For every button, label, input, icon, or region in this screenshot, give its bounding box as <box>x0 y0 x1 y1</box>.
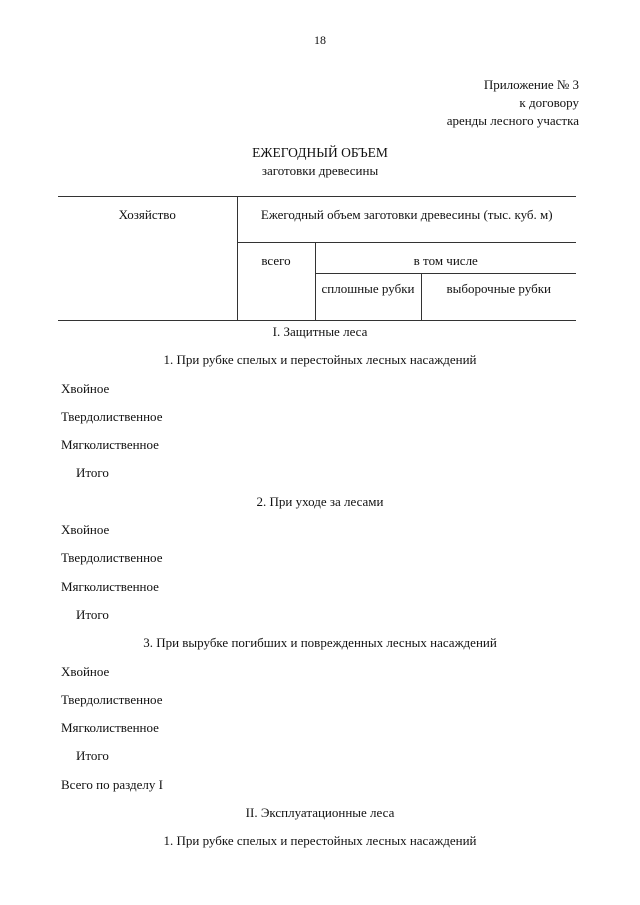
page-number: 18 <box>314 33 326 47</box>
volume-table-header <box>58 196 576 321</box>
section-heading: I. Защитные леса <box>272 324 368 339</box>
appendix-note <box>447 76 579 130</box>
table-row: Хвойное <box>61 522 110 538</box>
section-heading: 2. При уходе за лесами <box>256 493 384 509</box>
appendix-line-3: аренды лесного участка <box>446 113 579 128</box>
header-farm: Хозяйство <box>118 207 176 222</box>
table-row: Твердолиственное <box>61 691 163 707</box>
appendix-line-1: Приложение № 3 <box>483 77 579 92</box>
section-heading: 3. При вырубке погибших и поврежденных лесных насаждений <box>143 635 497 651</box>
subtotal-row: Итого <box>76 465 109 481</box>
table-row: Твердолиственное <box>61 550 163 566</box>
header-clear-cut: сплошные рубки <box>315 274 421 321</box>
header-volume: Ежегодный объем заготовки древесины (тыс. куб. м) <box>237 197 576 243</box>
header-selective-cut: выборочные рубки <box>446 281 551 296</box>
table-row: Всего по разделу I <box>61 776 163 792</box>
table-row: Твердолиственное <box>61 408 163 424</box>
title-main: ЕЖЕГОДНЫЙ ОБЪЕМ <box>252 145 388 160</box>
subtotal-row: Итого <box>76 748 109 764</box>
table-row: Мягколиственное <box>61 578 159 594</box>
section-heading: 1. При рубке спелых и перестойных лесных насаждений <box>163 352 477 368</box>
section-heading: 1. При рубке спелых и перестойных лесных насаждений <box>163 833 477 849</box>
table-body-rows <box>0 318 640 856</box>
header-including: в том числе <box>315 243 576 274</box>
table-row: Хвойное <box>61 380 110 396</box>
table-row: Мягколиственное <box>61 437 159 453</box>
table-row: Хвойное <box>61 663 110 679</box>
table-row: Мягколиственное <box>61 720 159 736</box>
title-sub: заготовки древесины <box>261 163 379 178</box>
header-total: всего <box>237 243 315 321</box>
subtotal-row: Итого <box>76 606 109 622</box>
section-heading: II. Эксплуатационные леса <box>245 805 395 821</box>
document-title <box>0 144 640 180</box>
appendix-line-2: к договору <box>519 95 579 110</box>
